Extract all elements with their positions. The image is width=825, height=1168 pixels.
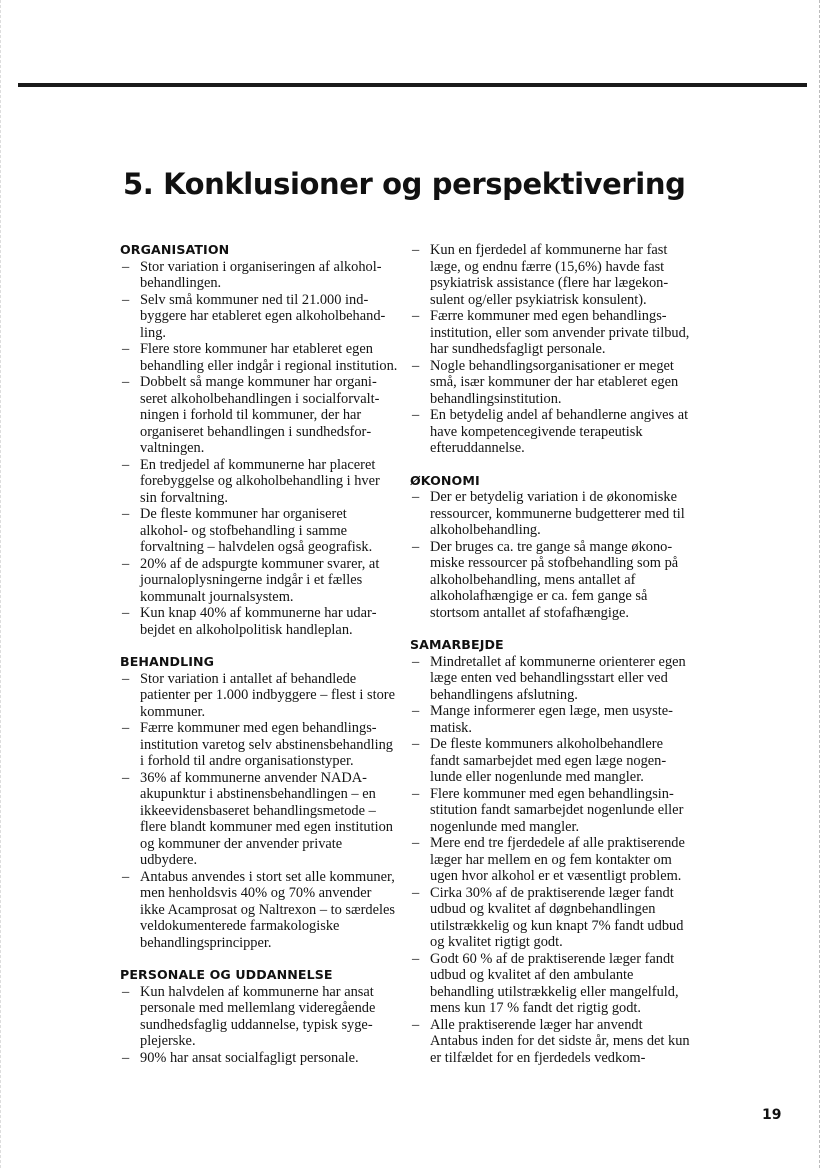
dash-bullet-icon: – — [412, 242, 420, 258]
section-heading: SAMARBEJDE — [410, 637, 504, 652]
dash-bullet-icon: – — [122, 341, 130, 357]
list-item: – Stor variation i antallet af behandlede patienter per 1.000 indbyggere – flest i store kommuner. — [122, 670, 395, 720]
bullet-list — [120, 671, 398, 952]
bullet-list — [410, 242, 692, 457]
dash-bullet-icon: – — [122, 670, 130, 687]
list-item: – Alle praktiserende læger har anvendt Antabus inden for det sidste år, mens det kun er tilfældet for en fjerdedels vedkom- — [412, 1016, 690, 1066]
left-column — [120, 242, 398, 1082]
list-item: – Antabus anvendes i stort set alle kommuner, men henholdsvis 40% og 70% anvender ikke Acamprosat og Naltrexon – to særdeles veldokumenterede farmakologiske behandlingsprincipper. — [122, 868, 395, 951]
dash-bullet-icon: – — [122, 291, 130, 308]
bullet-list — [120, 984, 398, 1067]
list-item: – Flere kommuner med egen behandlingsinstitution fandt samarbejdet nogenlunde eller nogenlunde med mangler. — [412, 785, 684, 835]
list-item: – Godt 60 % af de praktiserende læger fandt udbud og kvalitet af den ambulante behandling utilstrækkelig eller mangelfuld, mens kun 17 % fandt det rigtig godt. — [412, 950, 679, 1016]
dash-bullet-icon: – — [122, 555, 130, 572]
list-item: – En tredjedel af kommunerne har placeret forebyggelse og alkoholbehandling i hver sin forvaltning. — [122, 456, 380, 506]
dash-bullet-icon: – — [412, 785, 420, 802]
list-item: – Der er betydelig variation i de økonomiske ressourcer, kommunerne budgetterer med til alkoholbehandling. — [412, 489, 685, 538]
list-item: – Kun en fjerdedel af kommunerne har fast læge, og endnu færre (15,6%) havde fast psykiatrisk assistance (flere har lægekonsulent og/eller psykiatrisk konsulent). — [412, 242, 669, 308]
dash-bullet-icon: – — [122, 769, 130, 786]
list-item: – 90% har ansat socialfagligt personale. — [122, 1049, 359, 1066]
list-item: – Kun knap 40% af kommunerne har udarbejdet en alkoholpolitisk handleplan. — [122, 605, 377, 638]
dash-bullet-icon: – — [122, 983, 130, 1000]
section-samarbejde — [410, 637, 692, 1066]
list-item: – Nogle behandlingsorganisationer er meget små, især kommuner der har etableret egen behandlingsinstitution. — [412, 357, 679, 407]
dash-bullet-icon: – — [122, 258, 130, 275]
list-item: – Mange informerer egen læge, men usystematisk. — [412, 703, 673, 736]
section-behandling — [120, 654, 398, 951]
bullet-list — [410, 489, 692, 621]
page-number: 19 — [762, 1107, 782, 1123]
bullet-list — [410, 654, 692, 1067]
list-item: – Flere store kommuner har etableret egen behandling eller indgår i regional institution. — [122, 341, 398, 374]
scan-edge-right — [819, 0, 821, 1168]
dash-bullet-icon: – — [412, 1016, 420, 1033]
bullet-list — [120, 259, 398, 639]
section-heading: PERSONALE OG UDDANNELSE — [120, 967, 333, 982]
dash-bullet-icon: – — [122, 868, 130, 885]
dash-bullet-icon: – — [122, 1049, 130, 1066]
dash-bullet-icon: – — [122, 506, 130, 522]
dash-bullet-icon: – — [122, 605, 130, 621]
header-rule — [18, 83, 807, 87]
list-item: – Mere end tre fjerdedele af alle praktiserende læger har mellem en og fem kontakter om ugen hvor alkohol er et væsentligt problem. — [412, 835, 685, 884]
scan-edge-left — [0, 0, 2, 1168]
dash-bullet-icon: – — [412, 308, 420, 324]
chapter-title: 5. Konklusioner og perspektivering — [123, 167, 686, 201]
dash-bullet-icon: – — [122, 720, 130, 736]
dash-bullet-icon: – — [122, 374, 130, 390]
list-item: – En betydelig andel af behandlerne angives at have kompetencegivende terapeutisk efteruddannelse. — [412, 407, 689, 456]
dash-bullet-icon: – — [412, 538, 420, 555]
dash-bullet-icon: – — [412, 489, 420, 505]
dash-bullet-icon: – — [412, 653, 420, 670]
dash-bullet-icon: – — [412, 835, 420, 851]
dash-bullet-icon: – — [412, 703, 420, 719]
list-item: – Dobbelt så mange kommuner har organiseret alkoholbehandlingen i socialforvaltningen i forhold til kommuner, der har organiseret behandlingen i sundhedsforvaltningen. — [122, 374, 380, 456]
section-personale-og-uddannelse — [120, 967, 398, 1066]
section-personale-continued — [410, 242, 692, 457]
list-item: – De fleste kommuner har organiseret alkohol- og stofbehandling i samme forvaltning – halvdelen også geografisk. — [122, 506, 373, 555]
section-okonomi — [410, 473, 692, 622]
list-item: – Kun halvdelen af kommunerne har ansat personale med mellemlang videregående sundhedsfaglig uddannelse, typisk sygeplejerske. — [122, 983, 376, 1049]
section-heading: ØKONOMI — [410, 472, 480, 488]
list-item: – 36% af kommunerne anvender NADA-akupunktur i abstinensbehandlingen – en ikkeevidensbaseret behandlingsmetode – flere blandt kommuner med egen institution og kommuner der anvender private udbydere. — [122, 769, 393, 868]
list-item: – Cirka 30% af de praktiserende læger fandt udbud og kvalitet af døgnbehandlingen utilstrækkelig og kun knapt 7% fandt udbud og kvalitet rigtigt godt. — [412, 884, 684, 950]
list-item: – Færre kommuner med egen behandlingsinstitution varetog selv abstinensbehandling i forhold til andre organisationstyper. — [122, 720, 393, 769]
right-column — [410, 242, 692, 1082]
section-heading: BEHANDLING — [120, 654, 215, 669]
section-heading: ORGANISATION — [120, 242, 230, 257]
dash-bullet-icon: – — [412, 357, 420, 374]
dash-bullet-icon: – — [412, 950, 420, 967]
section-organisation — [120, 242, 398, 638]
dash-bullet-icon: – — [412, 884, 420, 901]
list-item: – Stor variation i organiseringen af alkoholbehandlingen. — [122, 258, 382, 291]
list-item: – 20% af de adspurgte kommuner svarer, at journaloplysningerne indgår i et fælles kommunalt journalsystem. — [122, 555, 380, 605]
list-item: – Mindretallet af kommunerne orienterer egen læge enten ved behandlingsstart eller ved behandlingens afslutning. — [412, 653, 686, 703]
dash-bullet-icon: – — [412, 407, 420, 423]
dash-bullet-icon: – — [412, 736, 420, 752]
list-item: – De fleste kommuners alkoholbehandlere fandt samarbejdet med egen læge nogenlunde eller nogenlunde med mangler. — [412, 736, 667, 785]
dash-bullet-icon: – — [122, 456, 130, 473]
list-item: – Selv små kommuner ned til 21.000 indbyggere har etableret egen alkoholbehandling. — [122, 291, 386, 341]
list-item: – Færre kommuner med egen behandlingsinstitution, eller som anvender private tilbud, har sundhedsfagligt personale. — [412, 308, 690, 357]
list-item: – Der bruges ca. tre gange så mange økonomiske ressourcer på stofbehandling som på alkoholbehandling, mens antallet af alkoholafhængige er ca. fem gange så stortsom antallet af stofafhængige. — [412, 538, 679, 621]
